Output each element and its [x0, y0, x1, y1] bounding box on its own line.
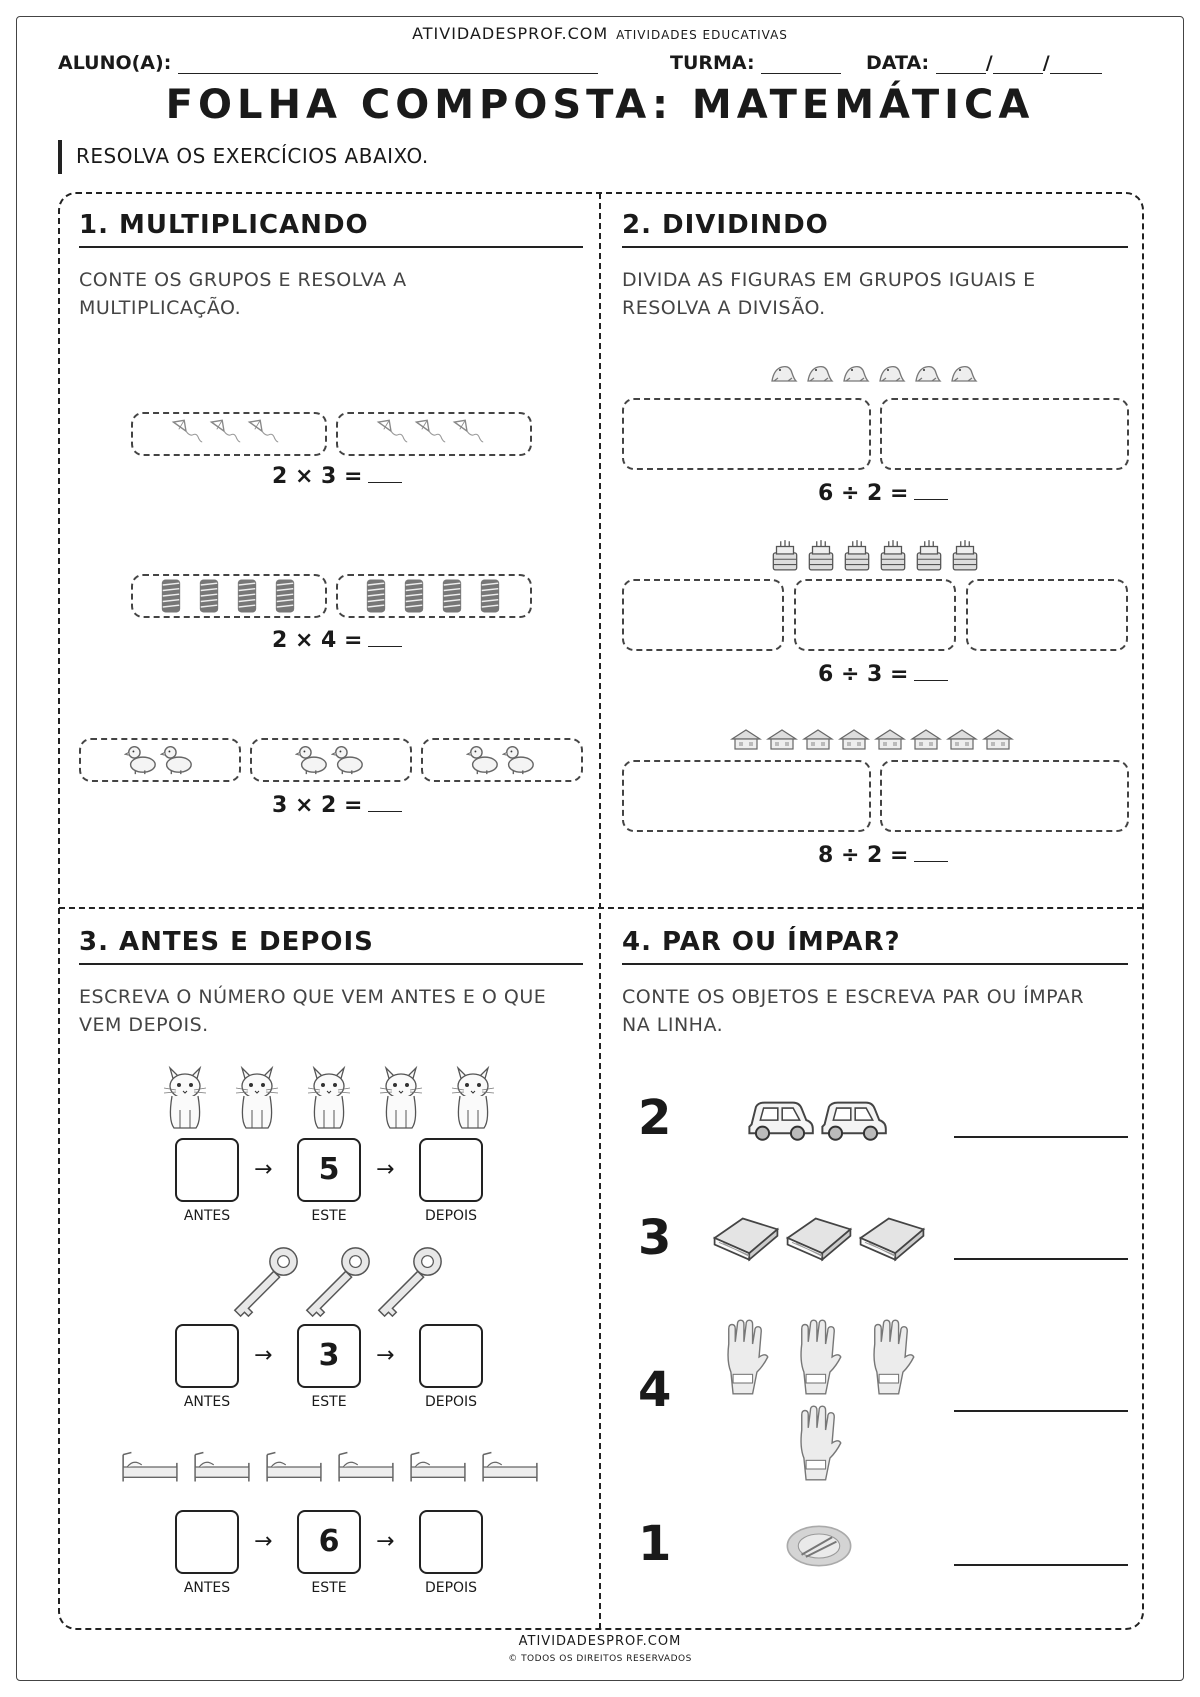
seal-icon	[768, 360, 798, 386]
cat-icon	[448, 1060, 498, 1132]
section-1-title: 1. MULTIPLICANDO	[79, 210, 583, 248]
seal-icon	[876, 360, 906, 386]
glove-icon	[866, 1318, 916, 1396]
answer-line[interactable]	[954, 1410, 1128, 1412]
count-number: 2	[638, 1090, 672, 1146]
after-box[interactable]	[419, 1324, 483, 1388]
equation-text: 3 × 2 =	[272, 793, 363, 818]
house-icon	[874, 726, 906, 752]
answer-line[interactable]	[954, 1136, 1128, 1138]
count-number: 3	[638, 1210, 672, 1266]
before-label: ANTES	[183, 1394, 231, 1410]
division-group-box[interactable]	[794, 579, 956, 651]
house-icon	[946, 726, 978, 752]
spring-icon	[160, 577, 182, 615]
answer-blank[interactable]	[914, 499, 948, 500]
class-field[interactable]	[761, 58, 841, 74]
date-label: DATA:	[866, 52, 930, 74]
arrow: →	[376, 1529, 395, 1554]
section-1-subtitle	[79, 266, 579, 322]
section-3-subtitle-line-2: VEM DEPOIS.	[79, 1014, 209, 1036]
cake-icon	[770, 538, 800, 572]
after-box[interactable]	[419, 1138, 483, 1202]
division-equation-3	[818, 843, 948, 868]
house-icon	[838, 726, 870, 752]
student-fields: ALUNO(A): TURMA: DATA: / /	[58, 52, 1148, 78]
class-label: TURMA:	[670, 52, 755, 74]
answer-blank[interactable]	[914, 680, 948, 681]
student-name-field[interactable]	[178, 58, 598, 74]
section-3-subtitle-line-1: ESCREVA O NÚMERO QUE VEM ANTES E O QUE	[79, 986, 547, 1008]
this-number-box: 6	[297, 1510, 361, 1574]
kite-icon	[206, 418, 242, 446]
seal-icon	[948, 360, 978, 386]
before-box[interactable]	[175, 1324, 239, 1388]
plate-icon	[784, 1522, 854, 1570]
answer-line[interactable]	[954, 1564, 1128, 1566]
cake-icon	[878, 538, 908, 572]
this-label: ESTE	[311, 1394, 347, 1410]
cake-icon	[950, 538, 980, 572]
count-number: 4	[638, 1362, 672, 1418]
glove-icon	[793, 1404, 843, 1482]
bed-icon	[335, 1448, 397, 1486]
section-4-subtitle-line-1: CONTE OS OBJETOS E ESCREVA PAR OU ÍMPAR	[622, 986, 1085, 1008]
arrow: →	[254, 1157, 273, 1182]
house-icon	[802, 726, 834, 752]
count-number: 1	[638, 1516, 672, 1572]
section-2-subtitle-line-2: RESOLVA A DIVISÃO.	[622, 297, 826, 319]
equation-text: 8 ÷ 2 =	[818, 843, 909, 868]
book-icon	[783, 1212, 855, 1264]
site-name: ATIVIDADESPROF.COM	[412, 24, 609, 43]
multiplication-equation-2	[272, 628, 402, 653]
answer-blank[interactable]	[368, 482, 402, 483]
duck-icon	[124, 741, 158, 777]
answer-blank[interactable]	[914, 861, 948, 862]
page-title: FOLHA COMPOSTA: MATEMÁTICA	[165, 82, 1035, 128]
kite-icon	[449, 418, 485, 446]
bed-icon	[119, 1448, 181, 1486]
section-1-subtitle-line-2: MULTIPLICAÇÃO.	[79, 297, 242, 319]
duck-icon	[295, 741, 329, 777]
instruction-bar	[58, 140, 62, 174]
cake-icon	[914, 538, 944, 572]
section-4-subtitle-line-2: NA LINHA.	[622, 1014, 724, 1036]
multiplication-equation-1	[272, 464, 402, 489]
division-group-box[interactable]	[880, 398, 1129, 470]
spring-icon	[236, 577, 258, 615]
glove-icon	[720, 1318, 770, 1396]
cake-icon	[842, 538, 872, 572]
cat-icon	[304, 1060, 354, 1132]
before-box[interactable]	[175, 1510, 239, 1574]
cat-icon	[160, 1060, 210, 1132]
seal-icon	[840, 360, 870, 386]
answer-blank[interactable]	[368, 646, 402, 647]
horizontal-divider	[59, 907, 1143, 909]
this-label: ESTE	[311, 1580, 347, 1596]
duck-icon	[466, 741, 500, 777]
spring-icon	[274, 577, 296, 615]
equation-text: 6 ÷ 2 =	[818, 481, 909, 506]
date-year-field[interactable]	[1050, 58, 1102, 74]
house-icon	[730, 726, 762, 752]
section-1-subtitle-line-1: CONTE OS GRUPOS E RESOLVA A	[79, 269, 407, 291]
division-group-box[interactable]	[622, 760, 871, 832]
site-header	[0, 24, 1200, 43]
seal-icon	[912, 360, 942, 386]
after-label: DEPOIS	[424, 1208, 478, 1224]
division-equation-1	[818, 481, 948, 506]
before-box[interactable]	[175, 1138, 239, 1202]
date-day-field[interactable]	[936, 58, 986, 74]
section-3-subtitle	[79, 983, 583, 1039]
kite-icon	[244, 418, 280, 446]
division-group-box[interactable]	[622, 579, 784, 651]
this-label: ESTE	[311, 1208, 347, 1224]
section-2-subtitle-line-1: DIVIDA AS FIGURAS EM GRUPOS IGUAIS E	[622, 269, 1036, 291]
student-label: ALUNO(A):	[58, 52, 172, 74]
kite-icon	[411, 418, 447, 446]
after-label: DEPOIS	[424, 1580, 478, 1596]
duck-icon	[160, 741, 194, 777]
answer-line[interactable]	[954, 1258, 1128, 1260]
footer-site: ATIVIDADESPROF.COM	[518, 1634, 682, 1649]
equation-text: 2 × 4 =	[272, 628, 363, 653]
spring-icon	[479, 577, 501, 615]
bed-icon	[263, 1448, 325, 1486]
spring-icon	[441, 577, 463, 615]
kite-icon	[168, 418, 204, 446]
bed-icon	[191, 1448, 253, 1486]
bed-icon	[479, 1448, 541, 1486]
section-4-subtitle	[622, 983, 1128, 1039]
arrow: →	[376, 1157, 395, 1182]
book-icon	[710, 1212, 782, 1264]
key-icon	[225, 1244, 303, 1322]
section-4-title: 4. PAR OU ÍMPAR?	[622, 927, 1128, 965]
house-icon	[982, 726, 1014, 752]
date-month-field[interactable]	[993, 58, 1043, 74]
section-3-title: 3. ANTES E DEPOIS	[79, 927, 583, 965]
house-icon	[910, 726, 942, 752]
division-group-box[interactable]	[622, 398, 871, 470]
glove-icon	[793, 1318, 843, 1396]
spring-icon	[198, 577, 220, 615]
vertical-divider	[599, 193, 601, 1629]
before-label: ANTES	[183, 1580, 231, 1596]
duck-icon	[331, 741, 365, 777]
cake-icon	[806, 538, 836, 572]
bed-icon	[407, 1448, 469, 1486]
seal-icon	[804, 360, 834, 386]
multiplication-equation-3	[272, 793, 402, 818]
answer-blank[interactable]	[368, 811, 402, 812]
arrow: →	[254, 1529, 273, 1554]
car-icon	[818, 1096, 888, 1142]
car-icon	[745, 1096, 815, 1142]
division-group-box[interactable]	[880, 760, 1129, 832]
this-number-box: 5	[297, 1138, 361, 1202]
arrow: →	[376, 1343, 395, 1368]
after-box[interactable]	[419, 1510, 483, 1574]
key-icon	[369, 1244, 447, 1322]
before-label: ANTES	[183, 1208, 231, 1224]
this-number-box: 3	[297, 1324, 361, 1388]
division-equation-2	[818, 662, 948, 687]
arrow: →	[254, 1343, 273, 1368]
spring-icon	[365, 577, 387, 615]
duck-icon	[502, 741, 536, 777]
equation-text: 2 × 3 =	[272, 464, 363, 489]
key-icon	[297, 1244, 375, 1322]
section-2-title: 2. DIVIDINDO	[622, 210, 1128, 248]
spring-icon	[403, 577, 425, 615]
cat-icon	[232, 1060, 282, 1132]
section-2-subtitle	[622, 266, 1128, 322]
book-icon	[856, 1212, 928, 1264]
instruction-text: RESOLVA OS EXERCÍCIOS ABAIXO.	[76, 144, 429, 168]
footer-rights: © TODOS OS DIREITOS RESERVADOS	[508, 1654, 692, 1664]
kite-icon	[373, 418, 409, 446]
house-icon	[766, 726, 798, 752]
site-tagline: ATIVIDADES EDUCATIVAS	[616, 28, 788, 42]
cat-icon	[376, 1060, 426, 1132]
equation-text: 6 ÷ 3 =	[818, 662, 909, 687]
division-group-box[interactable]	[966, 579, 1128, 651]
after-label: DEPOIS	[424, 1394, 478, 1410]
